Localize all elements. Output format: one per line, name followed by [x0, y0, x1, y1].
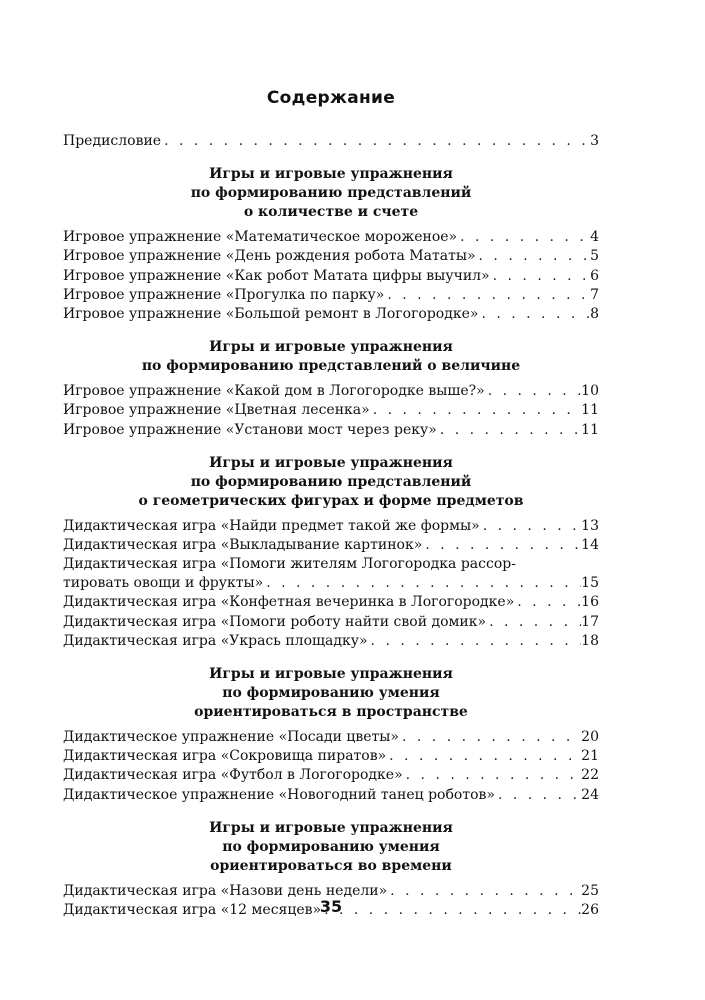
- toc-entry-page: 20: [581, 729, 599, 745]
- toc-entry-page: 3: [590, 133, 599, 149]
- toc-entry-page: 26: [581, 901, 599, 918]
- toc-entry: [63, 517, 599, 536]
- toc-entry-text: Дидактическая игра «Сокровища пиратов»: [63, 748, 387, 765]
- toc-entry-page: 8: [590, 305, 599, 322]
- section-heading-line: по формированию представлений: [190, 473, 472, 490]
- toc-entry: [63, 401, 599, 420]
- toc-entry: [63, 286, 599, 305]
- toc-entry-page: 13: [581, 517, 599, 534]
- toc-entry: [63, 305, 599, 324]
- toc-entry-page: 15: [581, 575, 599, 592]
- toc-entry-page: 14: [581, 536, 599, 553]
- dot-leader: [263, 574, 581, 593]
- toc-entry-text: Дидактическая игра «Конфетная вечеринка в Логогородке»: [63, 594, 515, 611]
- dot-leader: [437, 421, 581, 440]
- toc-entry: [63, 421, 599, 440]
- toc-entry-page: 11: [581, 402, 599, 419]
- toc-entry-text: Игровое упражнение «Как робот Матата цифры выучил»: [63, 267, 490, 284]
- toc-entry-page: 18: [581, 632, 599, 649]
- toc-entry-page: 25: [581, 882, 599, 899]
- toc-entry-page: 6: [590, 267, 599, 284]
- dot-leader: [368, 632, 582, 651]
- toc-entry: [63, 786, 599, 805]
- toc-entry-text: Предисловие: [63, 133, 162, 149]
- dot-leader: [161, 132, 589, 151]
- toc-entry-text: Дидактическая игра «Найди предмет такой же формы»: [63, 517, 480, 534]
- dot-leader: [478, 305, 589, 324]
- toc-entry-intro: [63, 132, 599, 151]
- toc-entry-page: 21: [581, 748, 599, 765]
- dot-leader: [384, 286, 589, 305]
- section-heading-line: о геометрических фигурах и форме предметов: [138, 492, 524, 509]
- toc-entry: [63, 766, 599, 785]
- toc-entry-text: Игровое упражнение «Математическое мороженое»: [63, 229, 458, 246]
- toc-entry-text: Игровое упражнение «Прогулка по парку»: [63, 286, 385, 303]
- dot-leader: [486, 613, 581, 632]
- toc-entry-text: Дидактическая игра «Футбол в Логогородке»: [63, 767, 403, 784]
- toc-entry-text: Игровое упражнение «День рождения робота Мататы»: [63, 248, 476, 265]
- toc-entry-page: 24: [581, 786, 599, 803]
- toc-entry-text: Дидактическая игра «Назови день недели»: [63, 882, 388, 899]
- page-title: Содержание: [266, 88, 396, 108]
- toc-entry-page: 11: [581, 421, 599, 438]
- dot-leader: [386, 747, 581, 766]
- section-heading-line: Игры и игровые упражнения: [209, 819, 453, 836]
- toc-entry: [63, 267, 599, 286]
- dot-leader: [370, 401, 581, 420]
- toc-entry-page: 5: [590, 248, 599, 265]
- section-heading: [63, 819, 599, 876]
- section-heading-line: по формированию представлений о величине: [141, 358, 521, 375]
- toc-entry-text: Дидактическое упражнение «Посади цветы»: [63, 729, 399, 745]
- dot-leader: [485, 382, 581, 401]
- dot-leader: [480, 517, 581, 536]
- toc-entry-text: Игровое упражнение «Большой ремонт в Логогородке»: [63, 305, 479, 322]
- section-heading-line: Игры и игровые упражнения: [209, 666, 453, 682]
- section-heading-line: Игры и игровые упражнения: [209, 339, 453, 356]
- toc-entry: [63, 593, 599, 612]
- toc-entry-text: Дидактическая игра «Выкладывание картинок»: [63, 536, 423, 553]
- toc-entry-text: Дидактическая игра «Помоги жителям Логогородка рассор-: [63, 556, 516, 573]
- toc-entry-page: 7: [590, 286, 599, 303]
- toc-entry-text: Дидактическая игра «12 месяцев»: [63, 901, 322, 918]
- section-heading: [63, 338, 599, 376]
- toc-entry-page: 4: [590, 229, 599, 246]
- toc-entry-text: Дидактическая игра «Помоги роботу найти свой домик»: [63, 613, 487, 630]
- section-heading-line: по формированию умения: [222, 838, 440, 855]
- toc-entry: [63, 747, 599, 766]
- toc-entry-text: Игровое упражнение «Какой дом в Логогородке выше?»: [63, 383, 485, 400]
- dot-leader: [422, 536, 581, 555]
- section-heading-line: Игры и игровые упражнения: [209, 454, 453, 471]
- toc-entry-page: 22: [581, 767, 599, 784]
- dot-leader: [403, 766, 582, 785]
- toc-entry-page: 16: [581, 594, 599, 611]
- section-heading-line: ориентироваться в пространстве: [194, 704, 468, 720]
- section-heading: [63, 454, 599, 511]
- dot-leader: [399, 728, 581, 747]
- toc-entry-text: Игровое упражнение «Цветная лесенка»: [63, 402, 370, 419]
- section-heading: [63, 665, 599, 722]
- toc-entry-text: Дидактическое упражнение «Новогодний танец роботов»: [63, 786, 495, 803]
- section-heading-line: Игры и игровые упражнения: [209, 166, 453, 183]
- toc-entry: [63, 728, 599, 747]
- toc-entry-text: Дидактическая игра «Укрась площадку»: [63, 632, 368, 649]
- toc-entry-text: тировать овощи и фрукты»: [63, 575, 264, 592]
- dot-leader: [514, 593, 581, 612]
- toc-entry-page: 17: [581, 613, 599, 630]
- dot-leader: [490, 267, 589, 286]
- section-heading-line: по формированию умения: [222, 685, 440, 701]
- section-heading-line: по формированию представлений: [190, 185, 472, 202]
- page-number: 35: [319, 897, 343, 916]
- dot-leader: [457, 228, 589, 247]
- toc-entry: [63, 574, 599, 593]
- toc-entry: [63, 247, 599, 266]
- section-heading: [63, 165, 599, 222]
- dot-leader: [476, 247, 589, 266]
- dot-leader: [495, 786, 581, 805]
- toc-entry: [63, 536, 599, 555]
- toc-entry-page: 10: [581, 383, 599, 400]
- table-of-contents: [63, 132, 599, 920]
- toc-entry: [63, 228, 599, 247]
- section-heading-line: о количестве и счете: [243, 204, 419, 221]
- toc-entry-text: Игровое упражнение «Установи мост через реку»: [63, 421, 437, 438]
- toc-entry: [63, 632, 599, 651]
- toc-entry: [63, 613, 599, 632]
- toc-entry: [63, 382, 599, 401]
- section-heading-line: ориентироваться во времени: [210, 857, 452, 874]
